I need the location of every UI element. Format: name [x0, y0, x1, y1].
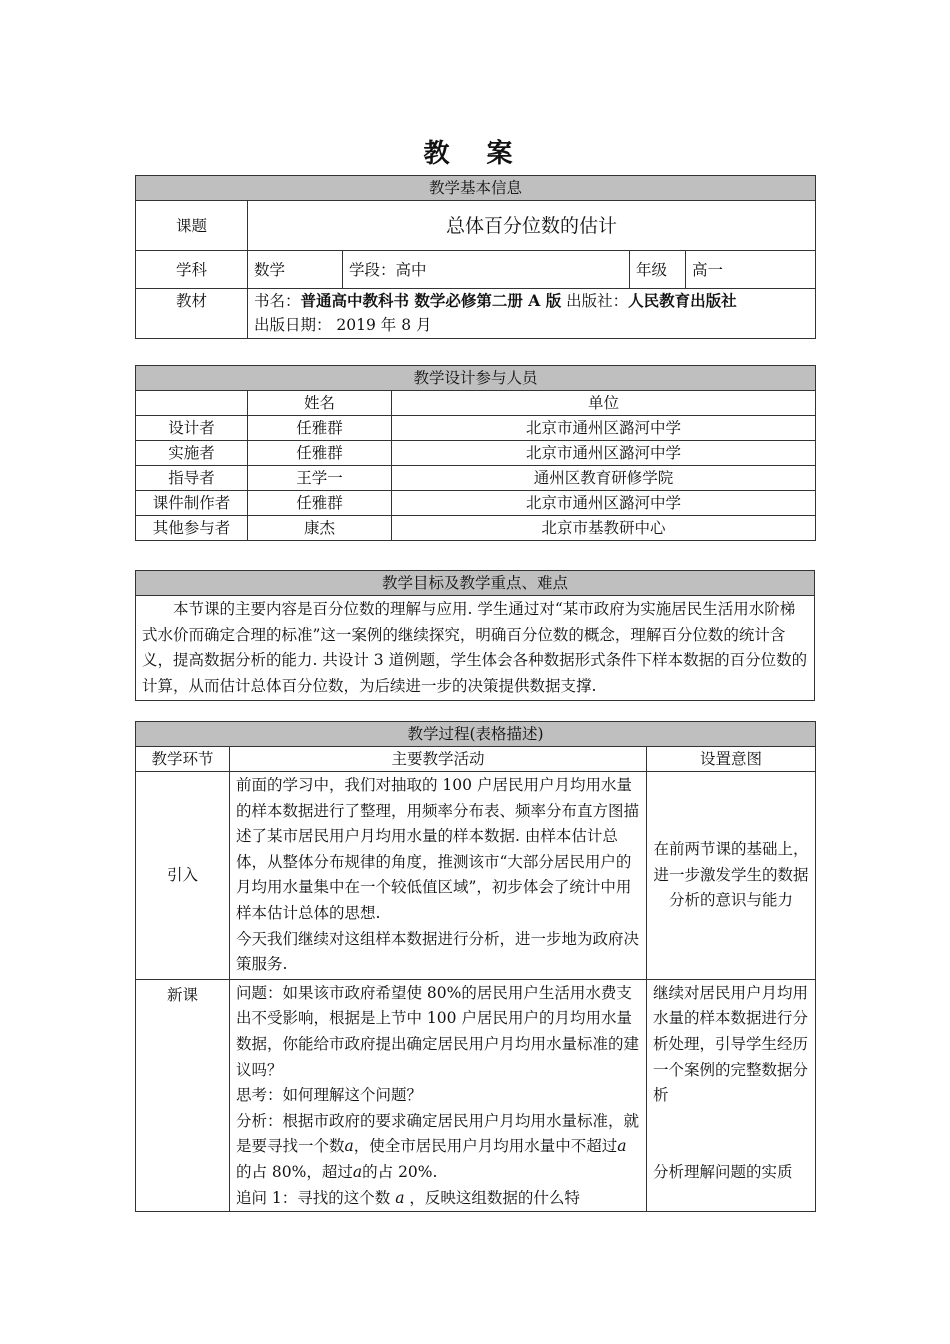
basic-info-table	[135, 175, 816, 339]
objectives-header: 教学目标及教学重点、难点	[136, 571, 815, 596]
subject-label: 学科	[136, 251, 248, 289]
new-intent-2: 分析理解问题的实质	[653, 1162, 793, 1181]
book-name: 普通高中教科书 数学必修第二册 A 版	[300, 291, 562, 310]
col-name: 姓名	[248, 391, 392, 416]
variable-a: a	[617, 1137, 627, 1156]
variable-a: a	[395, 1188, 405, 1207]
new-intent	[647, 979, 816, 1211]
table-row	[136, 441, 816, 466]
objectives-table	[135, 570, 815, 701]
col-activity: 主要教学活动	[230, 747, 647, 772]
basic-info-header: 教学基本信息	[136, 176, 816, 201]
table-row	[136, 516, 816, 541]
book-prefix: 书名：	[254, 292, 301, 310]
grade-value: 高一	[686, 251, 816, 289]
new-followup	[236, 1186, 640, 1212]
analysis-part: 分析：根据市政府的要求确定居民用户月均用水量标准，就是要寻找一个数	[236, 1111, 640, 1156]
unit: 北京市通州区潞河中学	[392, 416, 816, 441]
unit: 通州区教育研修学院	[392, 466, 816, 491]
table-row	[136, 491, 816, 516]
col-intent: 设置意图	[647, 747, 816, 772]
process-table	[135, 721, 816, 1212]
unit: 北京市通州区潞河中学	[392, 441, 816, 466]
analysis-part: ，使全市居民用户月均用水量中不超过	[353, 1137, 618, 1156]
analysis-part: 的占 80%，超过	[236, 1162, 353, 1181]
new-think: 思考：如何理解这个问题？	[236, 1086, 423, 1105]
intro-activity	[230, 772, 647, 980]
table-row	[136, 979, 816, 1211]
stage-text: 学段：高中	[343, 251, 630, 289]
role: 实施者	[136, 441, 248, 466]
variable-a: a	[352, 1162, 363, 1181]
role: 其他参与者	[136, 516, 248, 541]
topic-value: 总体百分位数的估计	[248, 201, 816, 251]
process-header: 教学过程(表格描述)	[136, 722, 816, 747]
unit: 北京市基教研中心	[392, 516, 816, 541]
textbook-info	[248, 289, 816, 339]
objectives-text: 本节课的主要内容是百分位数的理解与应用. 学生通过对“某市政府为实施居民生活用水阶梯式水价而确定合理的标准”这一案例的继续探究，明确百分位数的概念，理解百分位数的统计含义，提高数据分析的能力. 共设计 3 道例题，学生体会各种数据形式条件下样本数据的百分位数的计算，从而估计总体百分位数，为后续进一步的决策提供数据支撑.	[136, 596, 815, 701]
role: 指导者	[136, 466, 248, 491]
publish-date: 出版日期： 2019 年 8 月	[254, 316, 432, 334]
unit: 北京市通州区潞河中学	[392, 491, 816, 516]
role: 设计者	[136, 416, 248, 441]
textbook-label: 教材	[136, 289, 248, 339]
analysis-part: 的占 20%.	[362, 1162, 438, 1181]
intro-paragraph-1: 前面的学习中，我们对抽取的 100 户居民用户月均用水量的样本数据进行了整理，用频率分布表、频率分布直方图描述了某市居民用户月均用水量的样本数据. 由样本估计总体，从整体分布规律的角度，推测该市“大部分居民用户的月均用水量集中在一个较低值区域”，初步体会了统计中用样本估计总体的思想.	[236, 776, 640, 922]
person-name: 王学一	[248, 466, 392, 491]
col-unit: 单位	[392, 391, 816, 416]
table-row	[136, 772, 816, 980]
col-stage: 教学环节	[136, 747, 230, 772]
person-name: 任雅群	[248, 416, 392, 441]
publisher-prefix: 出版社：	[561, 292, 629, 310]
table-row	[136, 466, 816, 491]
participants-header: 教学设计参与人员	[136, 366, 816, 391]
variable-a: a	[344, 1137, 354, 1156]
participants-table	[135, 365, 816, 541]
person-name: 任雅群	[248, 491, 392, 516]
new-analysis	[236, 1109, 640, 1186]
table-row	[136, 416, 816, 441]
person-name: 任雅群	[248, 441, 392, 466]
topic-label: 课题	[136, 201, 248, 251]
stage-new: 新课	[136, 979, 230, 1211]
new-activity	[230, 979, 647, 1211]
role: 课件制作者	[136, 491, 248, 516]
intro-intent: 在前两节课的基础上，进一步激发学生的数据分析的意识与能力	[647, 772, 816, 980]
followup-part: 追问 1：寻找的这个数	[236, 1188, 391, 1207]
person-name: 康杰	[248, 516, 392, 541]
new-question: 问题：如果该市政府希望使 80%的居民用户生活用水费支出不受影响，根据是上节中 100 户居民用户的月均用水量数据，你能给市政府提出确定居民用户月均用水量标准的建议吗？	[236, 983, 640, 1079]
grade-label: 年级	[630, 251, 686, 289]
intro-paragraph-2: 今天我们继续对这组样本数据进行分析，进一步地为政府决策服务.	[236, 929, 640, 974]
followup-part: ，反映这组数据的什么特	[409, 1188, 580, 1207]
page-title: 教 案	[423, 139, 527, 169]
new-intent-1: 继续对居民用户月均用水量的样本数据进行分析处理，引导学生经历一个案例的完整数据分析	[653, 983, 809, 1105]
subject-value: 数学	[248, 251, 343, 289]
publisher-name: 人民教育出版社	[628, 291, 737, 310]
stage-intro: 引入	[136, 772, 230, 980]
